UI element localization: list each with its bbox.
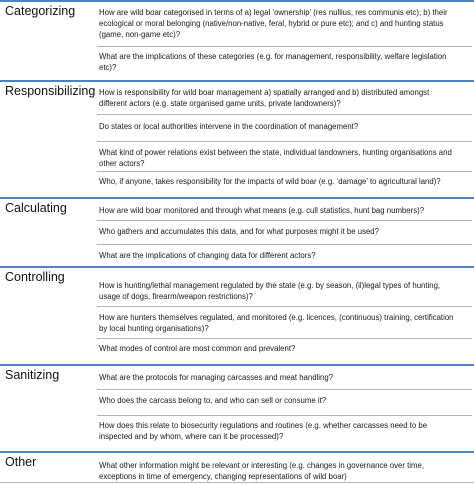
row-divider (97, 171, 472, 172)
question-text: What kind of power relations exist between the state, individual landowners, hunting organisations and other actors? (99, 148, 452, 168)
category-label: Responsibilizing (5, 84, 96, 98)
section-categorizing (0, 0, 474, 80)
question-text: What other information might be relevant or interesting (e.g. changes in governance over time, exceptions in time of emergency, changing representations of wild boar) (99, 461, 425, 481)
category-label: Controlling (5, 270, 65, 284)
row-divider (97, 141, 472, 142)
section-calculating (0, 197, 474, 266)
table-bottom-border (0, 482, 474, 483)
category-label: Other (5, 455, 37, 469)
row-divider (97, 46, 472, 47)
question-text: What modes of control are most common and prevalent? (99, 344, 296, 353)
question-text: Who, if anyone, takes responsibility for the impacts of wild boar (e.g. ‘damage’ to agricultural land)? (99, 177, 441, 186)
category-label: Sanitizing (5, 368, 60, 382)
category-label: Categorizing (5, 4, 76, 18)
question-text: What are the protocols for managing carcasses and meat handling? (99, 373, 334, 382)
question-text: How does this relate to biosecurity regulations and routines (e.g. whether carcasses need to be inspected and by whom, where can it be processed)? (99, 421, 428, 441)
question-text: How are wild boar monitored and through what means (e.g. cull statistics, hunt bag numbers)? (99, 206, 425, 215)
row-divider (97, 220, 472, 221)
question-text: How are hunters themselves regulated, and monitored (e.g. licences, (continuous) training, certification by local hunting organisations)? (99, 313, 454, 333)
row-divider (97, 338, 472, 339)
question-text: How is hunting/lethal management regulated by the state (e.g. by season, (il)legal types of hunting, usage of dogs, firearm/weapon restrictions)? (99, 281, 441, 301)
row-divider (97, 306, 472, 307)
question-text: What are the implications of changing data for different actors? (99, 251, 316, 260)
question-text: Do states or local authorities intervene in the coordination of management? (99, 122, 359, 131)
question-text: How are wild boar categorised in terms of a) legal ‘ownership’ (res nullius, res communis etc); b) their ecological or moral belonging (native/non-native, feral, hybrid or pure etc); and c) and hunting status (game, non-game etc)? (99, 8, 448, 39)
question-text: How is responsibility for wild boar management a) spatially arranged and b) distributed amongst different actors (e.g. state organised game units, private landowners)? (99, 88, 430, 108)
row-divider (97, 114, 472, 115)
section-responsibilizing (0, 80, 474, 197)
row-divider (97, 389, 472, 390)
category-label: Calculating (5, 201, 67, 215)
row-divider (97, 415, 472, 416)
question-text: Who does the carcass belong to, and who can sell or consume it? (99, 396, 327, 405)
section-controlling (0, 266, 474, 364)
question-text: What are the implications of these categories (e.g. for management, responsibility, welfare legislation etc)? (99, 52, 447, 72)
section-other (0, 451, 474, 485)
section-sanitizing (0, 364, 474, 451)
question-text: Who gathers and accumulates this data, and for what purposes might it be used? (99, 227, 379, 236)
row-divider (97, 244, 472, 245)
